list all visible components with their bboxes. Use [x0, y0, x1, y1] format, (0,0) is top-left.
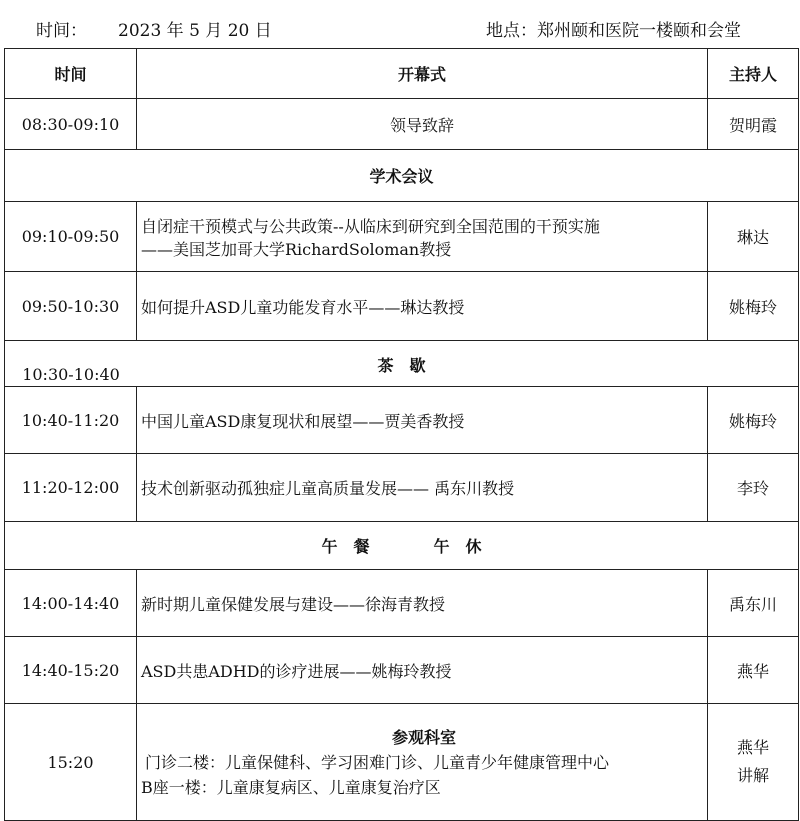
event-date: 2023 年 5 月 20 日 [118, 21, 272, 41]
session-time: 14:40-15:20 [5, 637, 137, 704]
session-host: 姚梅玲 [708, 272, 799, 341]
session-title-line2: ——美国芝加哥大学RichardSoloman教授 [141, 239, 452, 259]
section-row [5, 522, 799, 570]
table-row [5, 637, 799, 704]
session-host: 姚梅玲 [708, 387, 799, 454]
event-venue: 地点：郑州颐和医院一楼颐和会堂 [486, 21, 741, 41]
session-time: 10:30-10:40 [22, 365, 120, 384]
session-time: 14:00-14:40 [5, 570, 137, 637]
session-title: 新时期儿童保健发展与建设——徐海青教授 [137, 570, 708, 637]
header-line [0, 0, 800, 50]
section-row [5, 150, 799, 202]
session-title-line1: 自闭症干预模式与公共政策--从临床到研究到全国范围的干预实施 [141, 216, 600, 236]
visit-line2: B座一楼：儿童康复病区、儿童康复治疗区 [141, 777, 441, 797]
column-header-time: 时间 [5, 49, 137, 99]
session-time: 09:50-10:30 [5, 272, 137, 341]
table-row [5, 387, 799, 454]
session-title: 如何提升ASD儿童功能发育水平——琳达教授 [137, 272, 708, 341]
session-host: 禹东川 [708, 570, 799, 637]
table-row [5, 570, 799, 637]
visit-heading: 参观科室 [391, 727, 456, 747]
session-title: ASD共患ADHD的诊疗进展——姚梅玲教授 [137, 637, 708, 704]
table-row [5, 704, 799, 821]
session-title: 中国儿童ASD康复现状和展望——贾美香教授 [137, 387, 708, 454]
visit-details [137, 704, 708, 821]
session-time: 10:40-11:20 [5, 387, 137, 454]
section-title-tea-break: 茶 歇 [377, 356, 426, 375]
column-header-host: 主持人 [708, 49, 799, 99]
time-label: 时间： [36, 21, 87, 41]
session-host: 贺明霞 [708, 99, 799, 150]
session-time: 15:20 [5, 704, 137, 821]
section-title-academic: 学术会议 [5, 150, 799, 202]
session-title [137, 202, 708, 272]
session-time: 09:10-09:50 [5, 202, 137, 272]
session-time: 08:30-09:10 [5, 99, 137, 150]
table-header-row [5, 49, 799, 99]
table-row [5, 99, 799, 150]
session-host: 燕华 [708, 637, 799, 704]
table-row [5, 202, 799, 272]
session-host: 李玲 [708, 454, 799, 522]
host-line2: 讲解 [736, 766, 769, 785]
session-title: 技术创新驱动孤独症儿童高质量发展—— 禹东川教授 [137, 454, 708, 522]
host-line1: 燕华 [736, 738, 769, 757]
table-row [5, 454, 799, 522]
tea-break-cell [5, 341, 799, 387]
agenda-table [4, 48, 799, 821]
session-title: 领导致辞 [137, 99, 708, 150]
section-row [5, 341, 799, 387]
column-header-title: 开幕式 [137, 49, 708, 99]
session-host [708, 704, 799, 821]
visit-line1: 门诊二楼：儿童保健科、学习困难门诊、儿童青少年健康管理中心 [145, 752, 610, 772]
session-host: 琳达 [708, 202, 799, 272]
section-title-lunch: 午 餐 午 休 [5, 522, 799, 570]
session-time: 11:20-12:00 [5, 454, 137, 522]
table-row [5, 272, 799, 341]
